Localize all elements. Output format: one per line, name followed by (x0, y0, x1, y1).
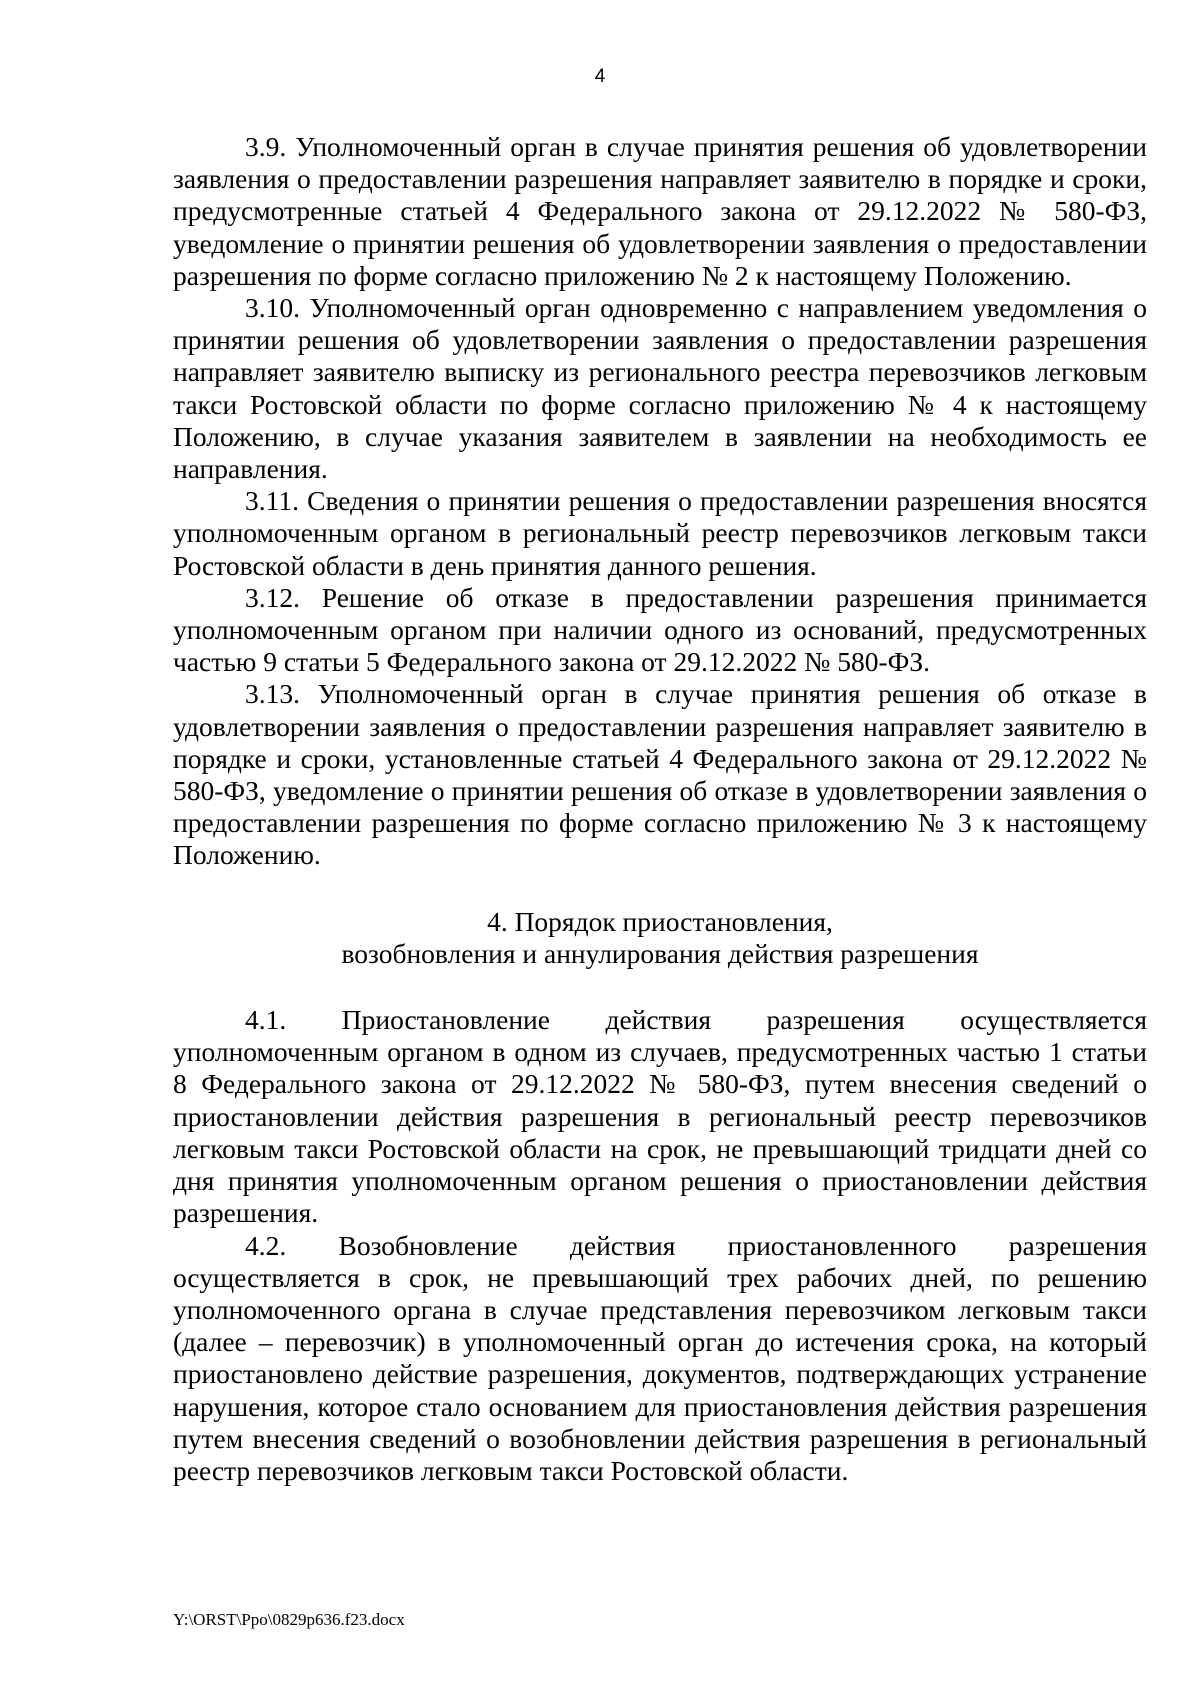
document-body (173, 131, 1147, 1487)
section-heading-line-2: возобновления и аннулирования действия разрешения (341, 937, 979, 969)
paragraph-4-2: 4.2. Возобновление действия приостановленного разрешения осуществляется в срок, не превышающий трех рабочих дней, по решению уполномоченного органа в случае представления перевозчиком легковым такси (далее – перевозчик) в уполномоченный орган до истечения срока, на который приостановлено действие разрешения, документов, подтверждающих устранение нарушения, которое стало основанием для приостановления действия разрешения путем внесения сведений о возобновлении действия разрешения в региональный реестр перевозчиков легковым такси Ростовской области. (173, 1229, 1147, 1486)
paragraph-3-9: 3.9. Уполномоченный орган в случае принятия решения об удовлетворении заявления о предоставлении разрешения направляет заявителю в порядке и сроки, предусмотренные статьей 4 Федерального закона от 29.12.2022 № 580-ФЗ, уведомление о принятии решения об удовлетворении заявления о предоставлении разрешения по форме согласно приложению № 2 к настоящему Положению. (173, 131, 1147, 291)
paragraph-3-11: 3.11. Сведения о принятии решения о предоставлении разрешения вносятся уполномоченным органом в региональный реестр перевозчиков легковым такси Ростовской области в день принятия данного решения. (173, 485, 1147, 581)
section-heading (173, 906, 1147, 970)
paragraph-4-1: 4.1. Приостановление действия разрешения осуществляется уполномоченным органом в одном из случаев, предусмотренных частью 1 статьи 8 Федерального закона от 29.12.2022 № 580-ФЗ, путем внесения сведений о приостановлении действия разрешения в региональный реестр перевозчиков легковым такси Ростовской области на срок, не превышающий тридцати дней со дня принятия уполномоченным органом решения о приостановлении действия разрешения. (173, 1004, 1147, 1229)
paragraph-3-12: 3.12. Решение об отказе в предоставлении разрешения принимается уполномоченным органом при наличии одного из оснований, предусмотренных частью 9 статьи 5 Федерального закона от 29.12.2022 № 580-ФЗ. (173, 581, 1147, 678)
footer-file-path: Y:\ORST\Ppo\0829p636.f23.docx (173, 1610, 405, 1629)
page-number: 4 (594, 66, 606, 87)
paragraph-3-13: 3.13. Уполномоченный орган в случае принятия решения об отказе в удовлетворении заявления о предоставлении разрешения направляет заявителю в порядке и сроки, установленные статьей 4 Федерального закона от 29.12.2022 № 580-ФЗ, уведомление о принятии решения об отказе в удовлетворении заявления о предоставлении разрешения по форме согласно приложению № 3 к настоящему Положению. (173, 678, 1147, 871)
section-heading-line-1: 4. Порядок приостановления, (487, 905, 833, 937)
paragraph-3-10: 3.10. Уполномоченный орган одновременно с направлением уведомления о принятии решения об удовлетворении заявления о предоставлении разрешения направляет заявителю выписку из регионального реестра перевозчиков легковым такси Ростовской области по форме согласно приложению № 4 к настоящему Положению, в случае указания заявителем в заявлении на необходимость ее направления. (173, 292, 1147, 485)
